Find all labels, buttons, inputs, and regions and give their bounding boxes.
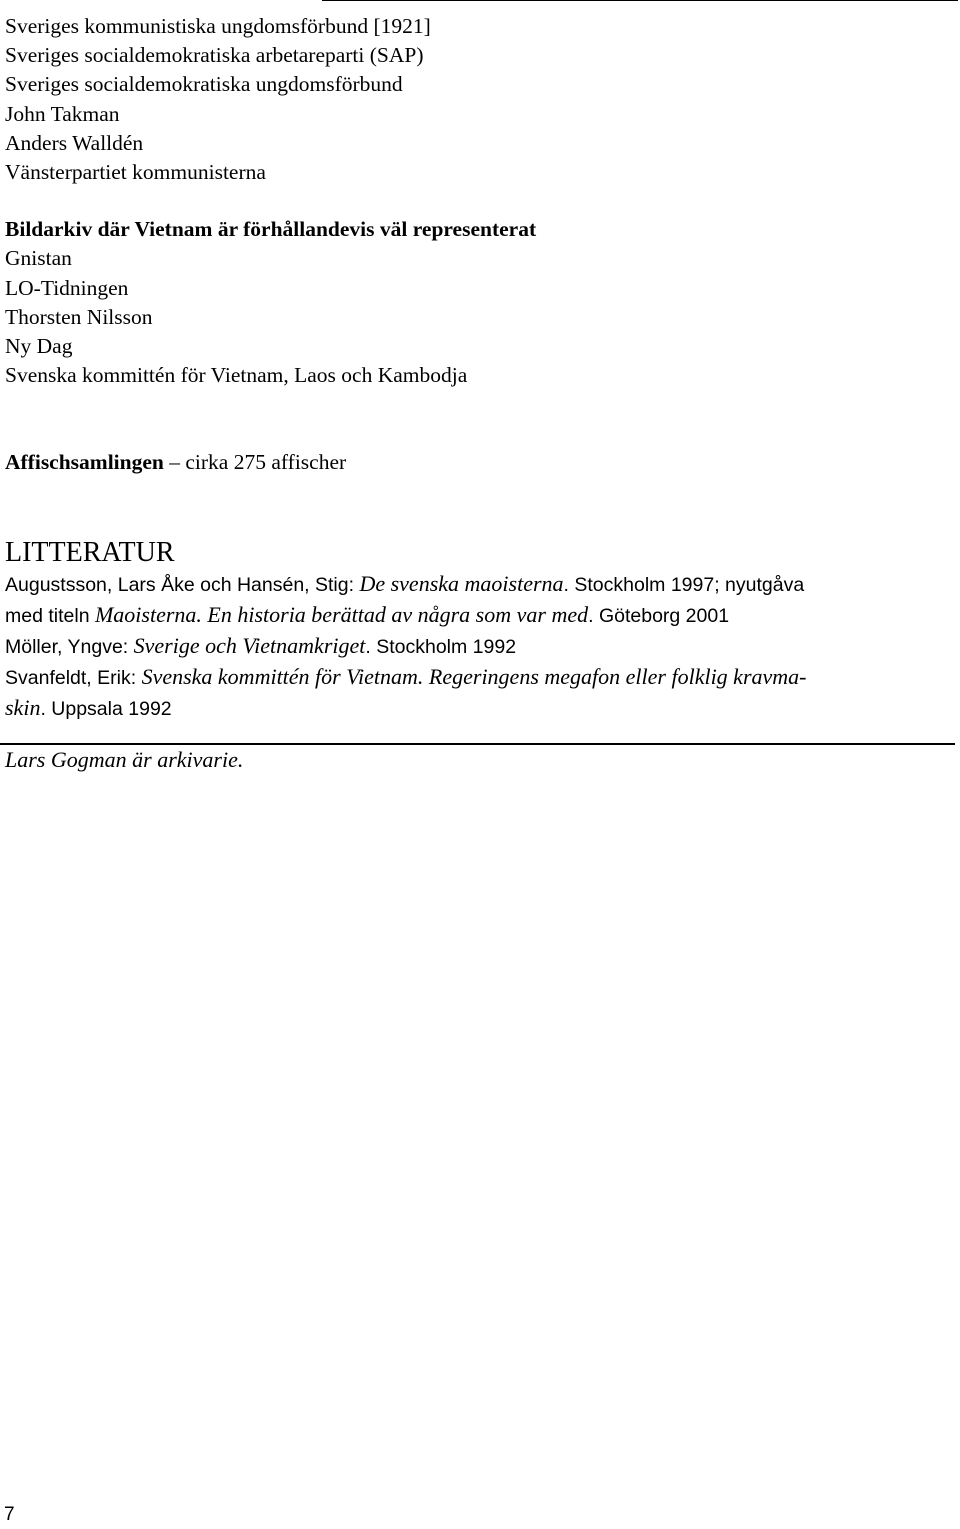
photo-archive-item: Ny Dag	[5, 334, 73, 359]
entry-publication: . Uppsala 1992	[40, 698, 172, 721]
organisation-item: Vänsterpartiet kommunisterna	[5, 160, 266, 185]
poster-collection	[5, 448, 955, 477]
spacer	[5, 390, 955, 448]
entry-title: Sverige och Vietnamkriget	[133, 633, 366, 659]
literature-section	[5, 536, 955, 725]
spacer	[5, 187, 955, 215]
literature-entry	[5, 569, 955, 600]
photo-archive-heading: Bildarkiv där Vietnam är förhållandevis väl representerat	[5, 217, 537, 242]
photo-archive-section	[5, 215, 955, 390]
poster-collection-description: – cirka 275 affischer	[169, 450, 347, 475]
entry-publication: . Stockholm 1992	[365, 636, 517, 659]
poster-collection-name: Affischsamlingen	[5, 450, 164, 475]
photo-archive-item: LO-Tidningen	[5, 275, 129, 300]
entry-title: De svenska maoisterna	[359, 570, 564, 596]
organisation-item: Sveriges socialdemokratiska arbetareparti (SAP)	[5, 43, 424, 68]
literature-heading: LITTERATUR	[5, 536, 175, 568]
photo-archive-item: Gnistan	[5, 246, 72, 271]
organisation-list	[5, 12, 955, 187]
photo-archive-item: Svenska kommittén för Vietnam, Laos och Kambodja	[5, 363, 468, 388]
literature-entry	[5, 631, 955, 662]
page-body	[5, 12, 955, 725]
organisation-item: John Takman	[5, 101, 120, 126]
page-number: 7	[4, 1504, 15, 1525]
entry-prefix: med titeln	[5, 604, 95, 627]
entry-author: Möller, Yngve:	[5, 636, 134, 659]
author-note: Lars Gogman är arkivarie.	[5, 747, 244, 772]
organisation-item: Sveriges kommunistiska ungdomsförbund [1921]	[5, 14, 431, 38]
spacer	[5, 478, 955, 536]
entry-title: skin	[5, 695, 41, 721]
literature-entry-continuation	[5, 693, 955, 724]
literature-entry-continuation	[5, 600, 955, 631]
top-rule	[322, 0, 958, 1]
entry-author: Augustsson, Lars Åke och Hansén, Stig:	[5, 573, 360, 596]
organisation-item: Sveriges socialdemokratiska ungdomsförbund	[5, 72, 403, 97]
literature-entry	[5, 662, 955, 693]
photo-archive-item: Thorsten Nilsson	[5, 304, 153, 329]
entry-publication: . Stockholm 1997; nyutgåva	[563, 573, 805, 596]
organisation-item: Anders Walldén	[5, 130, 144, 155]
entry-title: Svenska kommittén för Vietnam. Regeringens megafon eller folklig kravma-	[141, 664, 807, 690]
entry-publication: . Göteborg 2001	[588, 604, 730, 627]
entry-title: Maoisterna. En historia berättad av några som var med	[94, 601, 589, 627]
entry-author: Svanfeldt, Erik:	[5, 667, 142, 690]
